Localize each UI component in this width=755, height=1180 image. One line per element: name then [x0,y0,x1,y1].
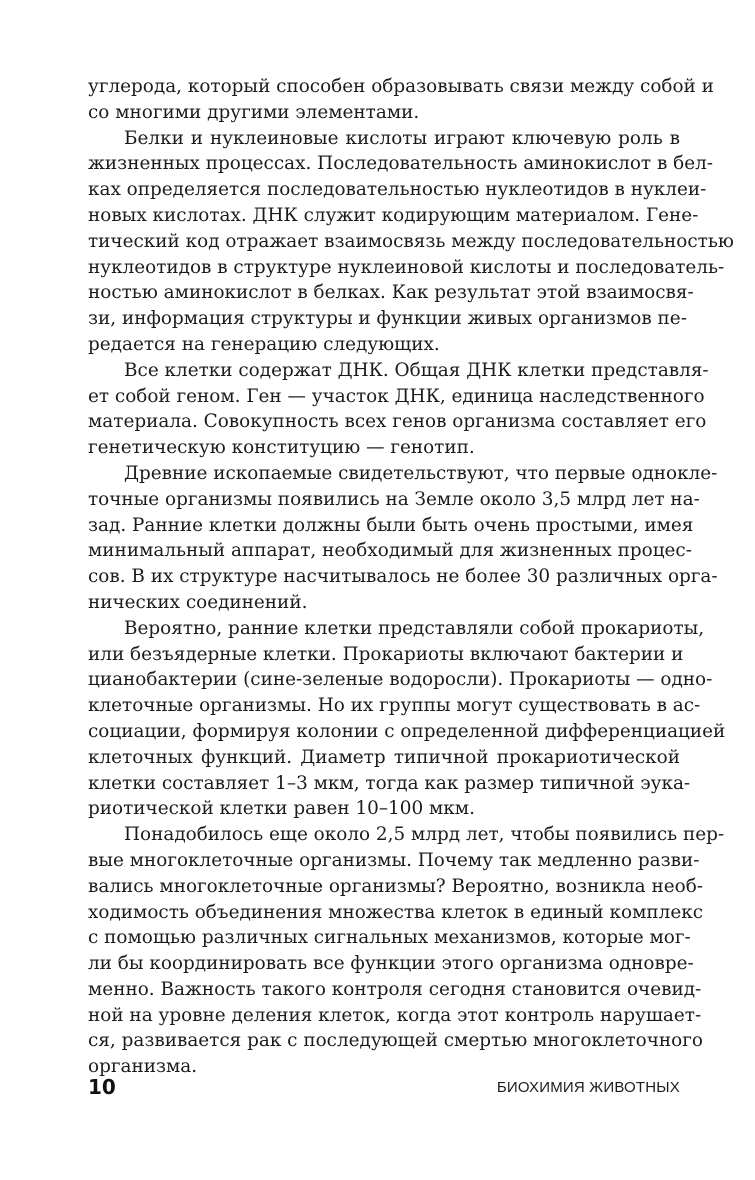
text-line: Белки и нуклеиновые кислоты играют ключевую роль в [124,127,680,149]
text-line: цианобактерии (сине-зеленые водоросли). Прокариоты — одно- [88,669,713,691]
paragraph [88,358,709,461]
text-line: генетическую конституцию — генотип. [88,437,475,459]
paragraph [88,822,725,1080]
text-line: со многими другими элементами. [88,101,420,123]
text-line: организма. [88,1056,198,1078]
paragraph [88,126,734,358]
text-line: ностью аминокислот в белках. Как результат этой взаимосвя- [88,282,694,304]
text-line: Все клетки содержат ДНК. Общая ДНК клетки представля- [124,359,709,381]
text-line: с помощью различных сигнальных механизмов, которые мог- [88,927,691,949]
text-line: материала. Совокупность всех генов организма составляет его [88,411,707,433]
text-line: нических соединений. [88,591,308,613]
text-line: ли бы координировать все функции этого организма одновре- [88,953,694,975]
text-line: клеточных функций. Диаметр типичной прокариотической [88,746,680,768]
text-line: Вероятно, ранние клетки представляли собой прокариоты, [124,617,705,639]
text-line: нуклеотидов в структуре нуклеиновой кислоты и последователь- [88,256,725,278]
page-footer [88,1075,680,1099]
text-line: вались многоклеточные организмы? Вероятно, возникла необ- [88,875,703,897]
text-line: социации, формируя колонии с определенной дифференциацией [88,720,726,742]
page-number: 10 [88,1075,116,1099]
text-line: жизненных процессах. Последовательность аминокислот в бел- [88,153,713,175]
text-line: менно. Важность такого контроля сегодня становится очевид- [88,978,702,1000]
text-line: сов. В их структуре насчитывалось не более 30 различных орга- [88,566,718,588]
text-line: вые многоклеточные организмы. Почему так медленно разви- [88,849,700,871]
text-line: ходимость объединения множества клеток в единый комплекс [88,901,704,923]
running-title: БИОХИМИЯ ЖИВОТНЫХ [496,1079,680,1096]
text-line: или безъядерные клетки. Прокариоты включают бактерии и [88,643,684,665]
text-line: зи, информация структуры и функции живых организмов пе- [88,308,687,330]
paragraph [88,74,714,126]
text-line: зад. Ранние клетки должны были быть очень простыми, имея [88,514,694,536]
paragraph [88,616,726,822]
text-line: ках определяется последовательностью нуклеотидов в нуклеи- [88,179,707,201]
body-text [88,74,734,1080]
text-line: ной на уровне деления клеток, когда этот контроль нарушает- [88,1004,702,1026]
text-line: риотической клетки равен 10–100 мкм. [88,798,475,820]
text-line: тический код отражает взаимосвязь между последовательностью [88,230,734,252]
text-line: Древние ископаемые свидетельствуют, что первые однокле- [124,462,718,484]
text-line: точные организмы появились на Земле около 3,5 млрд лет на- [88,488,700,510]
paragraph [88,461,718,616]
text-line: углерода, который способен образовывать связи между собой и [88,76,714,97]
text-line: редается на генерацию следующих. [88,333,440,355]
text-line: ся, развивается рак с последующей смертью многоклеточного [88,1030,703,1052]
text-line: клеточные организмы. Но их группы могут существовать в ас- [88,695,701,717]
text-line: Понадобилось еще около 2,5 млрд лет, чтобы появились пер- [124,824,725,846]
text-line: клетки составляет 1–3 мкм, тогда как размер типичной эука- [88,772,691,794]
text-line: ет собой геном. Ген — участок ДНК, единица наследственного [88,385,705,407]
text-line: новых кислотах. ДНК служит кодирующим материалом. Гене- [88,204,699,226]
text-line: минимальный аппарат, необходимый для жизненных процес- [88,540,692,562]
